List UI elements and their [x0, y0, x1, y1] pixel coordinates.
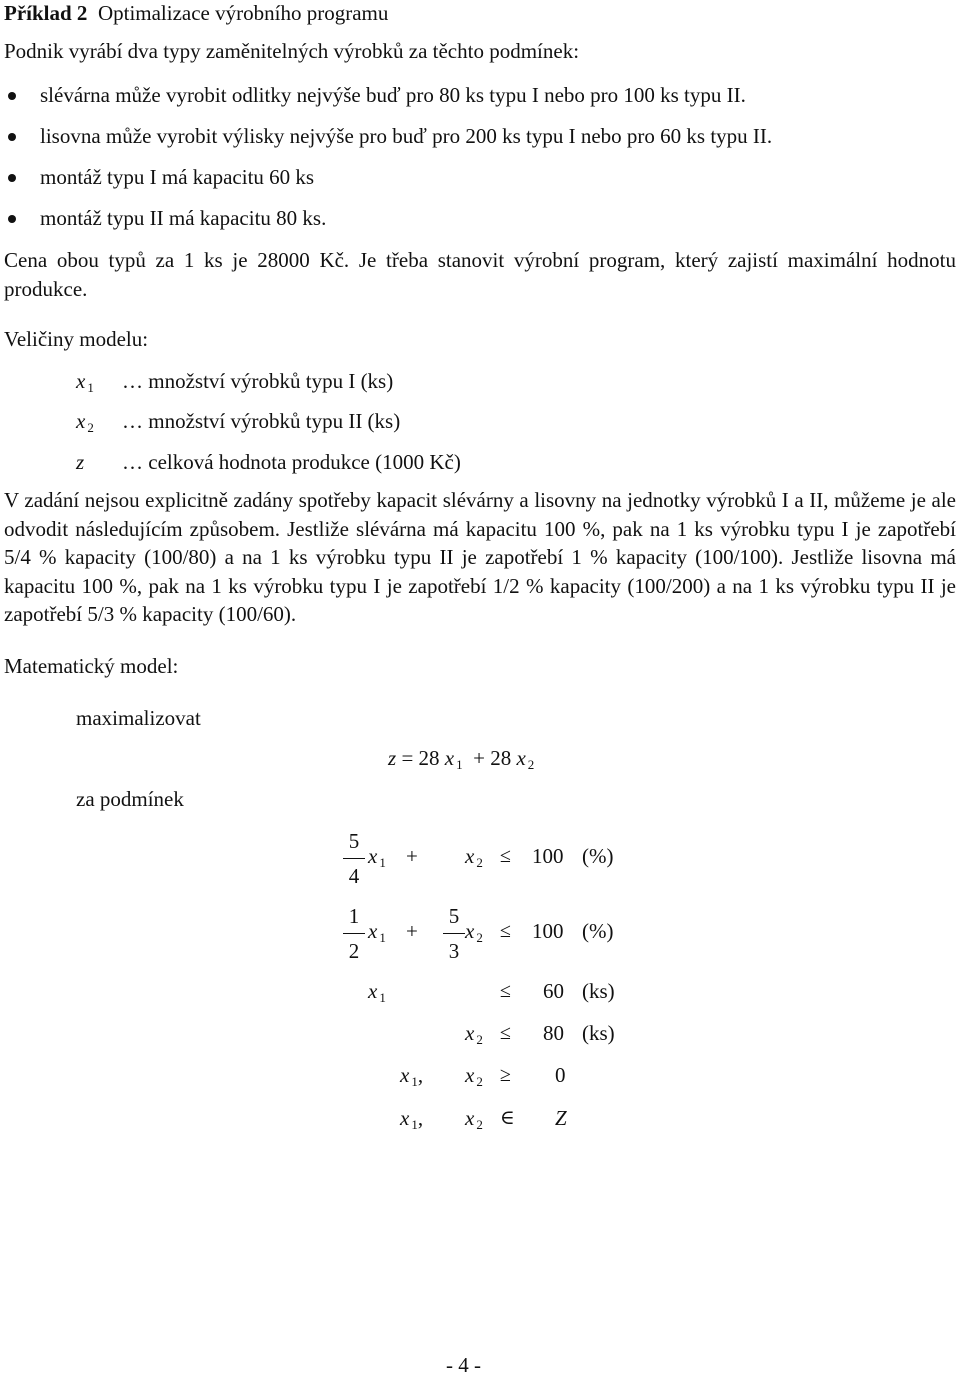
- variable-symbol: z: [76, 450, 85, 474]
- fraction: 5 3: [443, 903, 465, 966]
- term-x1: x 1: [368, 844, 386, 870]
- term-x1: x 1,: [400, 1106, 424, 1132]
- constraint-rhs: 60: [543, 979, 564, 1003]
- variable-description: … celková hodnota produkce (1000 Kč): [122, 450, 461, 474]
- task-paragraph: Cena obou typů za 1 ks je 28000 Kč. Je třeba stanovit výrobní program, který zajistí maximální hodnotu produkce.: [4, 248, 956, 301]
- term-x2: x 2: [465, 1063, 483, 1089]
- variables-heading: Veličiny modelu:: [4, 327, 149, 351]
- fraction: 5 4: [343, 828, 365, 891]
- condition-text: slévárna může vyrobit odlitky nejvýše buď pro 80 ks typu I nebo pro 100 ks typu II.: [40, 83, 746, 107]
- objective-function: z = 28 x 1 + 28 x 2: [388, 746, 535, 772]
- condition-text: montáž typu I má kapacitu 60 ks: [40, 165, 315, 189]
- example-title: Optimalizace výrobního programu: [97, 1, 389, 25]
- leq-sign: ≤: [500, 980, 511, 1002]
- variable-description: … množství výrobků typu II (ks): [122, 409, 401, 433]
- constraint-rhs: Z: [555, 1106, 567, 1130]
- variable-symbol: x 1: [76, 369, 94, 395]
- term-x2: x 2: [465, 1021, 483, 1047]
- plus-sign: +: [406, 844, 418, 868]
- term-x1: x 1: [368, 919, 386, 945]
- leq-sign: ≤: [500, 845, 511, 867]
- subject-to-label: za podmínek: [76, 787, 184, 811]
- condition-text: montáž typu II má kapacitu 80 ks.: [40, 206, 327, 230]
- variable-symbol: x 2: [76, 409, 94, 435]
- geq-sign: ≥: [500, 1064, 511, 1086]
- plus-sign: +: [406, 919, 418, 943]
- intro-text: Podnik vyrábí dva typy zaměnitelných výrobků za těchto podmínek:: [4, 39, 580, 63]
- explanation-paragraph: V zadání nejsou explicitně zadány spotřeby kapacit slévárny a lisovny na jednotky výrobků I a II, můžeme je ale odvodit následujícím způsobem. Jestliže slévárna má kapacitu 100 %, pak na 1 ks výrobku typu I je zapotřebí 5/4 % kapacity (100/80) a na 1 ks výrobku typu II je zapotřebí 1 % kapacity (100/100). Jestliže lisovna má kapacitu 100 %, pak na 1 ks výrobku typu I je zapotřebí 1/2 % kapacity (100/200) a na 1 ks výrobku typu II je zapotřebí 5/3 % kapacity (100/60).: [4, 488, 956, 626]
- term-x2: x 2: [465, 919, 483, 945]
- maximize-label: maximalizovat: [76, 706, 201, 730]
- example-label: Příklad 2: [4, 1, 88, 25]
- model-heading: Matematický model:: [4, 654, 179, 678]
- bullet-icon: [8, 215, 16, 223]
- page-number: - 4 -: [446, 1353, 481, 1377]
- term-x1: x 1: [368, 979, 386, 1005]
- condition-text: lisovna může vyrobit výlisky nejvýše pro buď pro 200 ks typu I nebo pro 60 ks typu II.: [40, 124, 773, 148]
- variable-description: … množství výrobků typu I (ks): [122, 369, 394, 393]
- constraint-unit: (ks): [582, 1021, 615, 1045]
- constraint-unit: (%): [582, 844, 614, 868]
- fraction: 1 2: [343, 903, 365, 966]
- bullet-icon: [8, 174, 16, 182]
- bullet-icon: [8, 133, 16, 141]
- term-x2: x 2: [465, 844, 483, 870]
- leq-sign: ≤: [500, 920, 511, 942]
- constraint-rhs: 0: [555, 1063, 566, 1087]
- constraint-rhs: 80: [543, 1021, 564, 1045]
- constraint-unit: (%): [582, 919, 614, 943]
- term-x2: x 2: [465, 1106, 483, 1132]
- element-of-sign: ∈: [500, 1107, 515, 1129]
- term-x1: x 1,: [400, 1063, 424, 1089]
- leq-sign: ≤: [500, 1022, 511, 1044]
- constraint-unit: (ks): [582, 979, 615, 1003]
- bullet-icon: [8, 92, 16, 100]
- constraint-rhs: 100: [532, 919, 564, 943]
- constraint-rhs: 100: [532, 844, 564, 868]
- example-heading: [4, 0, 388, 27]
